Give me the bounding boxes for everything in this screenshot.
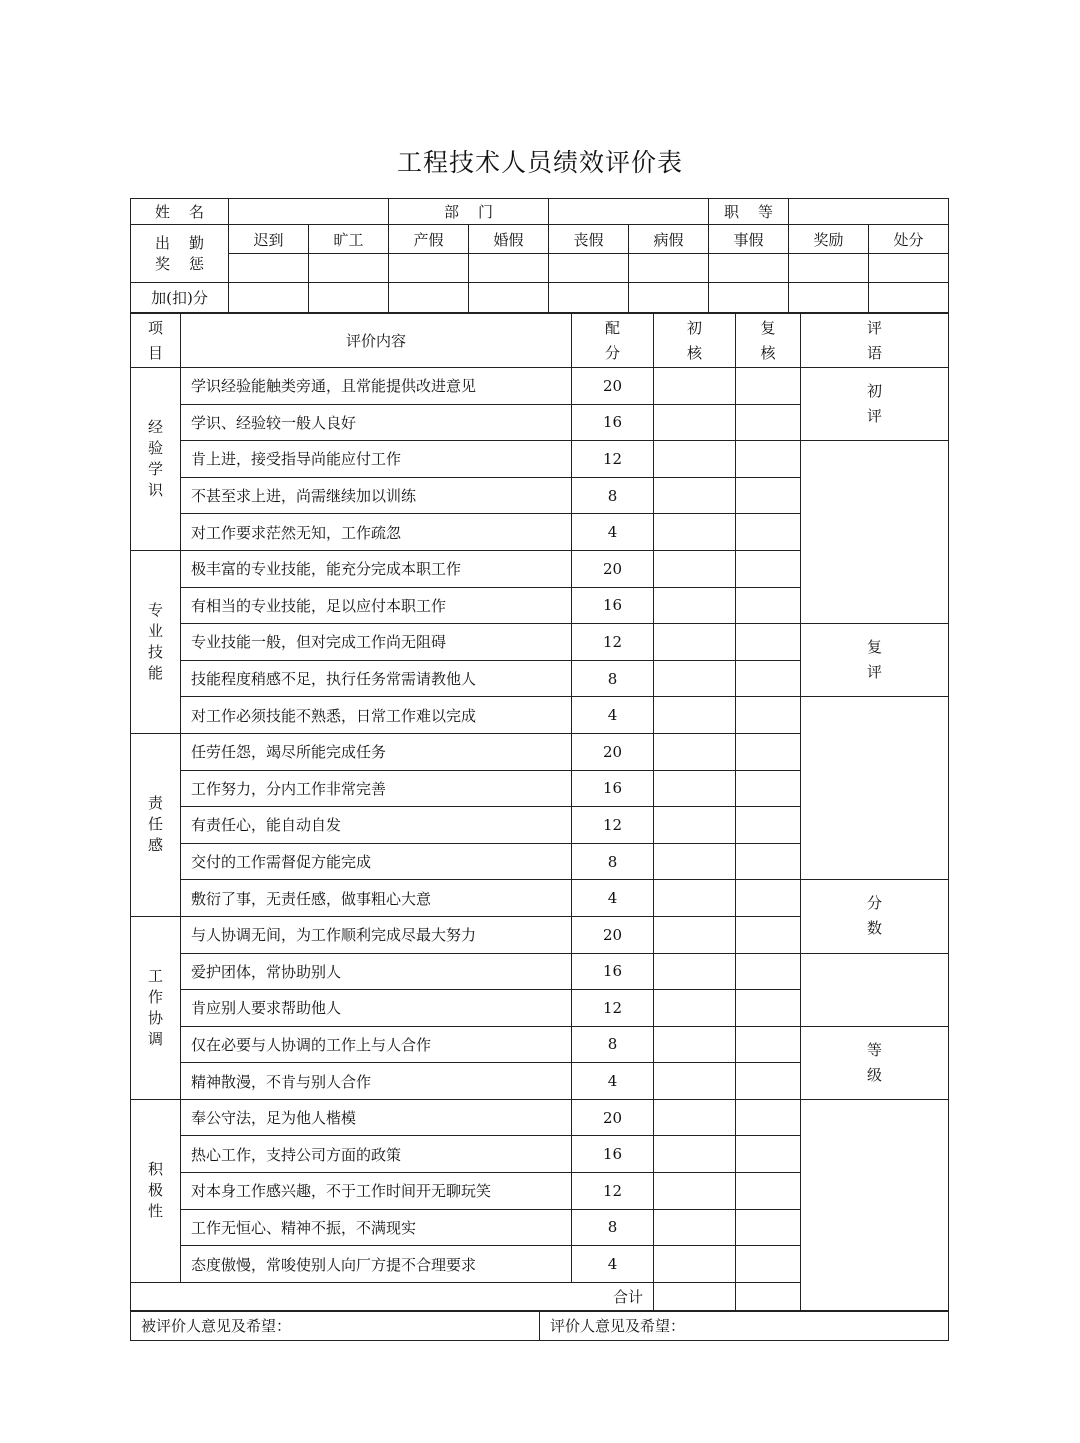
first-review-cell[interactable]: [654, 441, 736, 478]
criteria-score: 16: [572, 953, 654, 990]
rank-value[interactable]: [789, 199, 949, 225]
first-review-cell[interactable]: [654, 624, 736, 661]
attendance-cell[interactable]: [229, 254, 309, 283]
attendance-col-maternity: 产假: [389, 225, 469, 254]
criteria-row: [131, 368, 949, 405]
criteria-content: 极丰富的专业技能，能充分完成本职工作: [181, 550, 572, 587]
bonus-cell[interactable]: [389, 283, 469, 313]
attendance-cell[interactable]: [869, 254, 949, 283]
second-review-cell[interactable]: [736, 916, 801, 953]
criteria-score: 4: [572, 514, 654, 551]
first-review-cell[interactable]: [654, 477, 736, 514]
bonus-cell[interactable]: [229, 283, 309, 313]
first-review-cell[interactable]: [654, 1173, 736, 1210]
first-review-cell[interactable]: [654, 843, 736, 880]
criteria-score: 20: [572, 368, 654, 405]
attendance-col-funeral: 丧假: [549, 225, 629, 254]
col-item-header: 项 目: [131, 314, 181, 368]
group-label: 工 作 协 调: [131, 916, 181, 1099]
criteria-score: 16: [572, 770, 654, 807]
criteria-content: 态度傲慢，常唆使别人向厂方提不合理要求: [181, 1246, 572, 1283]
comment-cell[interactable]: [801, 697, 949, 880]
criteria-score: 4: [572, 1246, 654, 1283]
total-second-review[interactable]: [736, 1282, 801, 1311]
attendance-col-reward: 奖励: [789, 225, 869, 254]
criteria-content: 任劳任怨，竭尽所能完成任务: [181, 733, 572, 770]
criteria-score: 12: [572, 441, 654, 478]
comment-cell[interactable]: [801, 441, 949, 624]
criteria-content: 学识、经验较一般人良好: [181, 404, 572, 441]
criteria-score: 12: [572, 1173, 654, 1210]
criteria-content: 爱护团体，常协助别人: [181, 953, 572, 990]
criteria-content: 技能程度稍感不足，执行任务常需请教他人: [181, 660, 572, 697]
criteria-content: 对本身工作感兴趣，不于工作时间开无聊玩笑: [181, 1173, 572, 1210]
criteria-row: [131, 1026, 949, 1063]
criteria-content: 与人协调无间，为工作顺利完成尽最大努力: [181, 916, 572, 953]
first-review-cell[interactable]: [654, 660, 736, 697]
name-label: 姓 名: [131, 199, 229, 225]
attendance-cell[interactable]: [549, 254, 629, 283]
first-review-cell[interactable]: [654, 550, 736, 587]
second-review-cell[interactable]: [736, 843, 801, 880]
first-review-cell[interactable]: [654, 880, 736, 917]
attendance-label-line1: 出 勤: [154, 233, 205, 252]
second-review-cell[interactable]: [736, 660, 801, 697]
criteria-score: 16: [572, 1136, 654, 1173]
first-review-cell[interactable]: [654, 733, 736, 770]
second-review-cell[interactable]: [736, 697, 801, 734]
eval-header-row: [131, 314, 949, 368]
criteria-content: 精神散漫，不肯与别人合作: [181, 1063, 572, 1100]
criteria-row: [131, 441, 949, 478]
first-review-cell[interactable]: [654, 1099, 736, 1136]
criteria-score: 12: [572, 990, 654, 1027]
criteria-row: [131, 880, 949, 917]
criteria-score: 20: [572, 733, 654, 770]
footer-row: [131, 1311, 949, 1341]
attendance-col-personal: 事假: [709, 225, 789, 254]
second-review-cell[interactable]: [736, 587, 801, 624]
criteria-score: 4: [572, 697, 654, 734]
bonus-label: 加(扣)分: [131, 283, 229, 313]
bonus-cell[interactable]: [789, 283, 869, 313]
comment-cell[interactable]: [801, 953, 949, 1026]
attendance-col-late: 迟到: [229, 225, 309, 254]
criteria-content: 肯上进，接受指导尚能应付工作: [181, 441, 572, 478]
info-row: [131, 199, 949, 225]
criteria-content: 交付的工作需督促方能完成: [181, 843, 572, 880]
attendance-cell[interactable]: [309, 254, 389, 283]
criteria-score: 16: [572, 404, 654, 441]
attendance-cell[interactable]: [389, 254, 469, 283]
comment-section-label: 初 评: [801, 368, 949, 441]
criteria-score: 8: [572, 843, 654, 880]
dept-value[interactable]: [549, 199, 709, 225]
first-review-cell[interactable]: [654, 770, 736, 807]
attendance-col-absent: 旷工: [309, 225, 389, 254]
bonus-row: [131, 283, 949, 313]
criteria-content: 学识经验能触类旁通，且常能提供改进意见: [181, 368, 572, 405]
comment-section-label: 分 数: [801, 880, 949, 953]
first-review-cell[interactable]: [654, 404, 736, 441]
second-review-cell[interactable]: [736, 1099, 801, 1136]
criteria-content: 对工作必须技能不熟悉，日常工作难以完成: [181, 697, 572, 734]
criteria-score: 16: [572, 587, 654, 624]
second-review-cell[interactable]: [736, 1246, 801, 1283]
attendance-col-sick: 病假: [629, 225, 709, 254]
group-label: 专 业 技 能: [131, 550, 181, 733]
criteria-score: 20: [572, 916, 654, 953]
second-review-cell[interactable]: [736, 368, 801, 405]
second-review-cell[interactable]: [736, 441, 801, 478]
criteria-score: 8: [572, 660, 654, 697]
first-review-cell[interactable]: [654, 514, 736, 551]
second-review-cell[interactable]: [736, 514, 801, 551]
total-label: 合计: [131, 1282, 654, 1311]
criteria-score: 20: [572, 1099, 654, 1136]
first-review-cell[interactable]: [654, 953, 736, 990]
col-comment-header: 评 语: [801, 314, 949, 368]
first-review-cell[interactable]: [654, 1026, 736, 1063]
criteria-score: 4: [572, 880, 654, 917]
criteria-content: 不甚至求上进，尚需继续加以训练: [181, 477, 572, 514]
evaluatee-opinion[interactable]: 被评价人意见及希望：: [131, 1311, 540, 1341]
attendance-col-marriage: 婚假: [469, 225, 549, 254]
criteria-content: 有责任心，能自动自发: [181, 807, 572, 844]
second-review-cell[interactable]: [736, 990, 801, 1027]
second-review-cell[interactable]: [736, 1136, 801, 1173]
info-table: [130, 198, 949, 313]
attendance-cell[interactable]: [709, 254, 789, 283]
attendance-value-row: [131, 254, 949, 283]
criteria-row: [131, 624, 949, 661]
criteria-score: 12: [572, 807, 654, 844]
first-review-cell[interactable]: [654, 990, 736, 1027]
attendance-cell[interactable]: [789, 254, 869, 283]
criteria-content: 肯应别人要求帮助他人: [181, 990, 572, 1027]
first-review-cell[interactable]: [654, 587, 736, 624]
first-review-cell[interactable]: [654, 368, 736, 405]
attendance-header-row: [131, 225, 949, 254]
criteria-content: 仅在必要与人协调的工作上与人合作: [181, 1026, 572, 1063]
criteria-content: 专业技能一般，但对完成工作尚无阻碍: [181, 624, 572, 661]
col-score-header: 配 分: [572, 314, 654, 368]
attendance-label: [131, 225, 229, 283]
evaluator-opinion[interactable]: 评价人意见及希望：: [540, 1311, 949, 1341]
criteria-score: 8: [572, 1209, 654, 1246]
criteria-content: 有相当的专业技能，足以应付本职工作: [181, 587, 572, 624]
bonus-cell[interactable]: [709, 283, 789, 313]
criteria-content: 对工作要求茫然无知，工作疏忽: [181, 514, 572, 551]
bonus-cell[interactable]: [549, 283, 629, 313]
second-review-cell[interactable]: [736, 1173, 801, 1210]
bonus-cell[interactable]: [629, 283, 709, 313]
criteria-content: 工作无恒心、精神不振，不满现实: [181, 1209, 572, 1246]
second-review-cell[interactable]: [736, 1026, 801, 1063]
dept-label: 部 门: [389, 199, 549, 225]
criteria-score: 8: [572, 1026, 654, 1063]
first-review-cell[interactable]: [654, 1063, 736, 1100]
first-review-cell[interactable]: [654, 1246, 736, 1283]
criteria-score: 20: [572, 550, 654, 587]
second-review-cell[interactable]: [736, 770, 801, 807]
second-review-cell[interactable]: [736, 624, 801, 661]
footer-table: [130, 1310, 949, 1341]
second-review-cell[interactable]: [736, 807, 801, 844]
attendance-col-penalty: 处分: [869, 225, 949, 254]
attendance-cell[interactable]: [629, 254, 709, 283]
first-review-cell[interactable]: [654, 697, 736, 734]
second-review-cell[interactable]: [736, 550, 801, 587]
criteria-score: 12: [572, 624, 654, 661]
group-label: 经 验 学 识: [131, 368, 181, 551]
criteria-row: [131, 1099, 949, 1136]
comment-section-label: 等 级: [801, 1026, 949, 1099]
name-value[interactable]: [229, 199, 389, 225]
criteria-content: 敷衍了事，无责任感，做事粗心大意: [181, 880, 572, 917]
criteria-row: [131, 697, 949, 734]
first-review-cell[interactable]: [654, 1209, 736, 1246]
bonus-cell[interactable]: [309, 283, 389, 313]
second-review-cell[interactable]: [736, 1063, 801, 1100]
bonus-cell[interactable]: [869, 283, 949, 313]
criteria-score: 8: [572, 477, 654, 514]
group-label: 积 极 性: [131, 1099, 181, 1282]
first-review-cell[interactable]: [654, 807, 736, 844]
second-review-cell[interactable]: [736, 404, 801, 441]
criteria-row: [131, 953, 949, 990]
rank-label: 职 等: [709, 199, 789, 225]
second-review-cell[interactable]: [736, 1209, 801, 1246]
first-review-cell[interactable]: [654, 1136, 736, 1173]
comment-cell[interactable]: [801, 1099, 949, 1311]
evaluation-table: [130, 313, 949, 1312]
col-first-review-header: 初 核: [654, 314, 736, 368]
criteria-content: 热心工作，支持公司方面的政策: [181, 1136, 572, 1173]
group-label: 责 任 感: [131, 733, 181, 916]
criteria-score: 4: [572, 1063, 654, 1100]
second-review-cell[interactable]: [736, 880, 801, 917]
bonus-cell[interactable]: [469, 283, 549, 313]
col-content-header: 评价内容: [181, 314, 572, 368]
first-review-cell[interactable]: [654, 916, 736, 953]
second-review-cell[interactable]: [736, 953, 801, 990]
attendance-label-line2: 奖 惩: [154, 254, 205, 273]
total-first-review[interactable]: [654, 1282, 736, 1311]
criteria-content: 工作努力，分内工作非常完善: [181, 770, 572, 807]
second-review-cell[interactable]: [736, 477, 801, 514]
comment-section-label: 复 评: [801, 624, 949, 697]
col-second-review-header: 复 核: [736, 314, 801, 368]
attendance-cell[interactable]: [469, 254, 549, 283]
criteria-content: 奉公守法，足为他人楷模: [181, 1099, 572, 1136]
page-title: 工程技术人员绩效评价表: [396, 148, 683, 177]
second-review-cell[interactable]: [736, 733, 801, 770]
